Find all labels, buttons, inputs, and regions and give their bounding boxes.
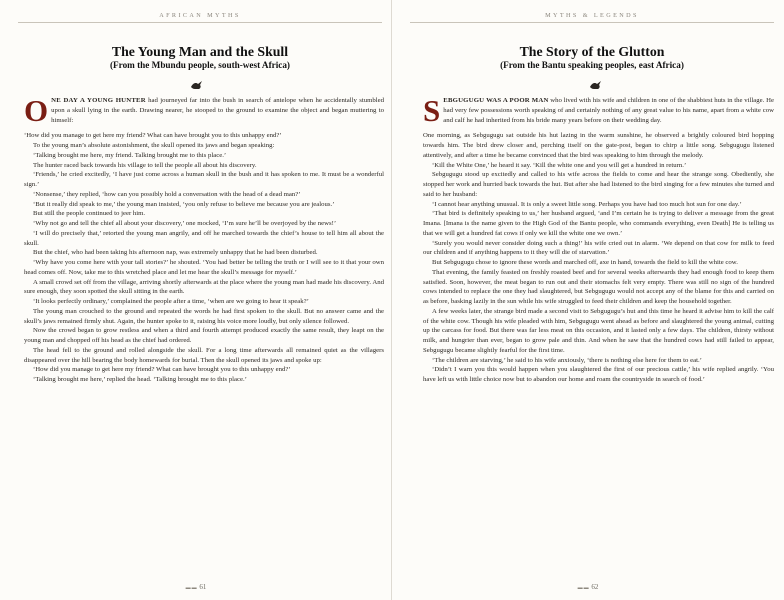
folio-ornament-icon: ▬▬ (185, 586, 198, 591)
story-body (423, 93, 774, 385)
bird-ornament-icon (190, 77, 204, 95)
opening-paragraph (24, 93, 384, 128)
paragraph: To the young man’s absolute astonishment, the skull opened its jaws and began speaking: (33, 142, 275, 149)
page-number-text: 61 (199, 583, 207, 591)
paragraph: ‘But it really did speak to me,’ the young man insisted, ‘you only refuse to believe me because you are jealous.’ (33, 200, 335, 208)
lead-caps: EBGUGUGU WAS A POOR MAN (443, 97, 549, 104)
running-head: MYTHS & LEGENDS (410, 12, 774, 23)
story-title: The Young Man and the Skull (111, 44, 289, 59)
opening-text: who lived with his wife and children in one of the shabbiest huts in the village. He had very few possessions worth speaking of and certainly nothing of any great value to his name, apart from a white cow and calf he had inherited from his bride many years before on their wedding day. (443, 97, 774, 124)
paragraph: But the chief, who had been taking his afternoon nap, was extremely unhappy that he had been disturbed. (33, 249, 318, 257)
drop-cap: S (423, 93, 441, 128)
paragraph: ‘Talking brought me here, my friend. Talking brought me to this place.’ (33, 151, 227, 159)
paragraph: The young man crouched to the ground and repeated the words he had first spoken to the skull. But no answer came and the skull’s jaws remained firmly shut. Again, the hunter spoke to it, raising his voice more loudly, but only silence followed. (24, 307, 384, 325)
paragraph: The hunter raced back towards his village to tell the people all about his discovery. (33, 161, 257, 169)
story-subtitle: (From the Mbundu people, south-west Africa) (109, 60, 290, 70)
paragraph: ‘How did you manage to get here my friend? What can have brought you to this unhappy end?’ (33, 366, 291, 374)
page-number (392, 583, 784, 591)
paragraph: That evening, the family feasted on freshly roasted beef and for several weeks afterwards they had enough food to keep them satisfied. Soon, however, the meat began to run out and their stomachs felt very empty. There was still no sign of the hundred cows intended to replace the one they had slaughtered, but Sebgugugu would not accept any of the blame for this and carried on as before, basking lazily in the sun while his wife struggled to feed their children and keep the household together. (423, 268, 774, 305)
opening-text: had journeyed far into the bush in search of antelope when he accidentally stumbled upon a skull lying in the earth. Drawing nearer, he stooped to the ground to examine the object and began muttering to himself: (51, 97, 384, 124)
paragraph: A small crowd set off from the village, arriving shortly afterwards at the place where the young man had made his discovery. And sure enough, they soon spotted the skull sitting in the earth. (24, 278, 384, 296)
paragraph: ‘How did you manage to get here my friend? What can have brought you to this unhappy end?’ (24, 132, 282, 140)
page-number-text: 62 (591, 583, 599, 591)
paragraph: The head fell to the ground and rolled alongside the skull. For a long time afterwards all remained quiet as the villagers disappeared over the hill bearing the body homewards for burial. Then the skull opened its jaws and spoke up: (24, 346, 384, 364)
bird-ornament-icon (589, 77, 603, 95)
paragraph: ‘Why not go and tell the chief all about your discovery,’ one mocked, ‘I’m sure he’ll be overjoyed by the news!’ (33, 220, 337, 227)
folio-ornament-icon: ▬▬ (577, 586, 590, 591)
paragraph: A few weeks later, the strange bird made a second visit to Sebgugugu’s hut and this time he heard it advise him to kill the calf of the white cow. Though his wife pleaded with him, Sebgugugu went ahead as before and slaughtered the young animal, cutting up the carcass for food. But there was far less meat on this occasion, and it lasted only a few days. The children, thirsty without milk, and hungrier than ever, began to grow pale and thin. And when he saw that the hundred cows had still failed to appear, Sebgugugu became slightly fearful for the first time. (423, 307, 774, 354)
paragraph: But still the people continued to jeer him. (33, 210, 146, 218)
paragraph: But Sebgugugu chose to ignore these words and marched off, axe in hand, towards the field to kill the white cow. (432, 259, 738, 266)
story-body (24, 93, 384, 385)
paragraph: Sebgugugu stood up excitedly and called to his wife across the fields to come and hear the strange song. Obediently, she stopped her work and hurried back towards the hut. But after she had listened to the bird singing for a few minutes she turned and said to her husband: (423, 171, 774, 198)
page-number (0, 583, 392, 591)
paragraph: ‘Didn’t I warn you this would happen when you slaughtered the first of our precious cattle,’ his wife replied angrily. ‘You have left us with little choice now but to abandon our home and roam the countryside in search of food.’ (423, 366, 774, 383)
paragraph: ‘Nonsense,’ they replied, ‘how can you possibly hold a conversation with the head of a dead man?’ (33, 190, 301, 198)
paragraph: ‘Friends,’ he cried excitedly, ‘I have just come across a human skull in the bush and it has spoken to me. It must be a wonderful sign.’ (24, 171, 384, 188)
paragraph: One morning, as Sebgugugu sat outside his hut lazing in the warm sunshine, he observed a brightly coloured bird hopping towards him. The bird drew closer and, perching itself on the gate-post, began to chirp a little song. Sebgugugu listened attentively, and after a time he became convinced that the bird was speaking to him through the melody. (423, 132, 774, 159)
story-subtitle: (From the Bantu speaking peoples, east Africa) (500, 60, 684, 70)
paragraph: ‘I cannot hear anything unusual. It is only a sweet little song. Perhaps you have had too much hot sun for one day.’ (432, 200, 742, 208)
running-head: AFRICAN MYTHS (18, 12, 382, 23)
story-title: The Story of the Glutton (519, 44, 665, 59)
paragraph: Now the crowd began to grow restless and when a third and fourth attempt produced exactly the same result, they leapt on the young man and chopped off his head as the chief had ordered. (24, 327, 384, 344)
lead-caps: NE DAY A YOUNG HUNTER (51, 97, 146, 104)
paragraph: ‘Talking brought me here,’ replied the head. ‘Talking brought me to this place.’ (33, 376, 247, 383)
paragraph: ‘Surely you would never consider doing such a thing!’ his wife cried out in alarm. ‘We depend on that cow for milk to feed our children and if anything happens to it they will die of starvation.’ (423, 239, 774, 257)
drop-cap: O (24, 93, 49, 128)
paragraph: ‘The children are starving,’ he said to his wife anxiously, ‘there is nothing else here for them to eat.’ (432, 356, 702, 364)
right-page (392, 0, 784, 600)
opening-paragraph (423, 93, 774, 128)
paragraph: ‘That bird is definitely speaking to us,’ her husband argued, ‘and I’m certain he is trying to deliver a message from the great Imana. [Imana is the name given to the High God of the Bantu people, who commands everything, even Death] He is telling us that we will get a hundred fat cows if only we kill the white one we own.’ (423, 210, 774, 237)
paragraph: ‘I will do precisely that,’ retorted the young man angrily, and off he marched towards the chief’s house to tell him all about the skull. (24, 229, 384, 247)
paragraph: ‘Why have you come here with your tall stories?’ he shouted. ‘You had better be telling the truth or I will see to it that your own head comes off. Now, take me to this wretched place and let me hear the skull’s message for myself.’ (24, 259, 384, 276)
paragraph: ‘Kill the White One,’ he heard it say. ‘Kill the white one and you will get a hundred in return.’ (432, 161, 687, 169)
paragraph: ‘It looks perfectly ordinary,’ complained the people after a time, ‘when are we going to hear it speak?’ (33, 298, 309, 305)
